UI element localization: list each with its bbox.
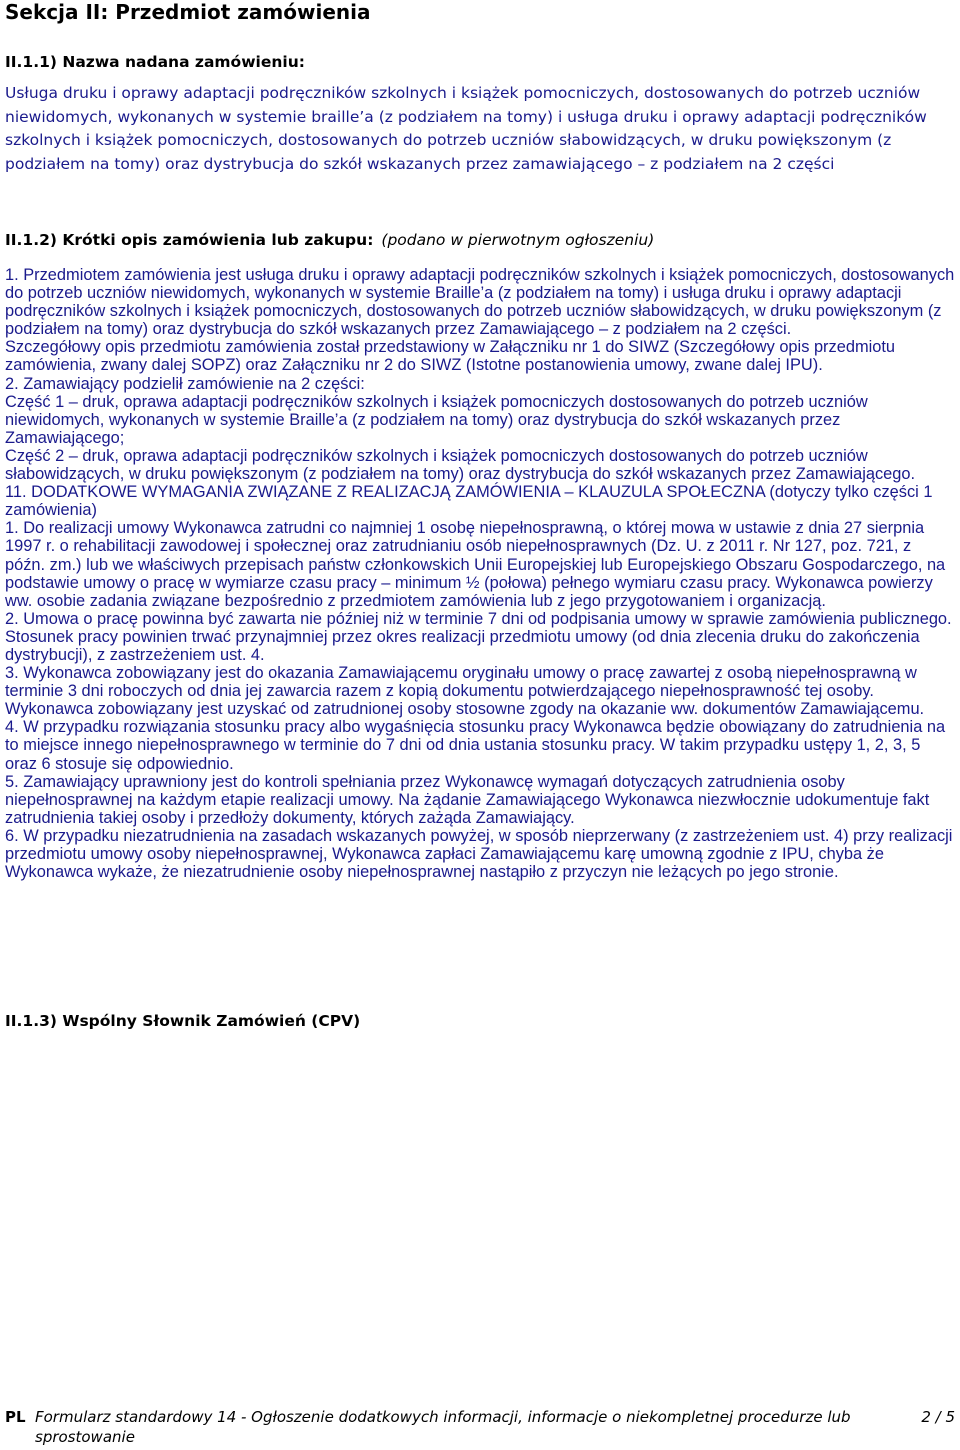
description-paragraph-7: 1. Do realizacji umowy Wykonawca zatrudni co najmniej 1 osobę niepełnosprawną, o której mowa w ustawie z dnia 27 sierpnia 1997 r. o rehabilitacji zawodowej i społecznej oraz zatrudnianiu osób niepełnosprawnych (Dz. U. z 2011 r. Nr 127, poz. 721, z późn. zm.) lub we właściwych przepisach państw członkowskich Unii Europejskiej lub Europejskiego Obszaru Gospodarczego, na podstawie umowy o pracę w wymiarze czasu pracy – minimum ½ (połowa) pełnego wymiaru czasu pracy. Wykonawca powierzy ww. osobie zadania związane bezpośrednio z przedmiotem zamówienia lub z jego przygotowaniem i organizacją.: [5, 519, 946, 610]
description-paragraph-3: 2. Zamawiający podzielił zamówienie na 2 części:: [5, 374, 365, 393]
contract-name-heading: II.1.1) Nazwa nadana zamówieniu:: [5, 53, 305, 71]
footer-form-title: Formularz standardowy 14 - Ogłoszenie dodatkowych informacji, informacje o niekompletnej procedurze lub sprostowanie: [35, 1408, 851, 1446]
description-paragraph-6: 11. DODATKOWE WYMAGANIA ZWIĄZANE Z REALIZACJĄ ZAMÓWIENIA – KLAUZULA SPOŁECZNA (dotyczy tylko części 1 zamówienia): [5, 483, 933, 520]
description-paragraph-2: Szczegółowy opis przedmiotu zamówienia został przedstawiony w Załączniku nr 1 do SIWZ (Szczegółowy opis przedmiotu zamówienia, zwany dalej SOPZ) oraz Załączniku nr 2 do SIWZ (Istotne postanowienia umowy, zwane dalej IPU).: [5, 338, 896, 375]
section-title: Sekcja II: Przedmiot zamówienia: [5, 0, 371, 24]
description-paragraph-4: Część 1 – druk, oprawa adaptacji podręczników szkolnych i książek pomocniczych dostosowanych do potrzeb uczniów niewidomych, wykonanych w systemie Braille’a (z podziałem na tomy) oraz dystrybucja do szkół wskazanych przez Zamawiającego;: [5, 392, 868, 447]
description-paragraph-8: 2. Umowa o pracę powinna być zawarta nie później niż w terminie 7 dni od podpisania umowy w sprawie zamówienia publicznego. Stosunek pracy powinien trwać przynajmniej przez okres realizacji przedmiotu umowy (od dnia zlecenia druku do zakończenia dystrybucji), z zastrzeżeniem ust. 4.: [5, 609, 952, 664]
description-paragraph-11: 5. Zamawiający uprawniony jest do kontroli spełniania przez Wykonawcę wymagań dotyczących zatrudnienia osoby niepełnosprawnej na każdym etapie realizacji umowy. Na żądanie Zamawiającego Wykonawca niezwłocznie udokumentuje fakt zatrudnienia takiej osoby i przedłoży dokumenty, których zażąda Zamawiający.: [5, 772, 930, 827]
short-description-text: [5, 266, 955, 881]
description-paragraph-10: 4. W przypadku rozwiązania stosunku pracy albo wygaśnięcia stosunku pracy Wykonawca będzie obowiązany do zatrudnienia na to miejsce innego niepełnosprawnego w terminie do 7 dni od dnia ustania stosunku pracy. W takim przypadku ustępy 1, 2, 3, 5 oraz 6 stosuje się odpowiednio.: [5, 718, 946, 773]
short-description-note: (podano w pierwotnym ogłoszeniu): [381, 231, 655, 249]
cpv-heading: II.1.3) Wspólny Słownik Zamówień (CPV): [5, 1012, 361, 1030]
contract-name-text: Usługa druku i oprawy adaptacji podręczników szkolnych i książek pomocniczych, dostosowanych do potrzeb uczniów niewidomych, wykonanych w systemie braille’a (z podziałem na tomy) i usługa druku i oprawy adaptacji podręczników szkolnych i książek pomocniczych, dostosowanych do potrzeb uczniów słabowidzących, w druku powiększonym (z podziałem na tomy) oraz dystrybucja do szkół wskazanych przez zamawiającego – z podziałem na 2 części: [5, 84, 927, 173]
description-paragraph-5: Część 2 – druk, oprawa adaptacji podręczników szkolnych i książek pomocniczych dostosowanych do potrzeb uczniów słabowidzących, w druku powiększonym (z podziałem na tomy) oraz dystrybucja do szkół wskazanych przez Zamawiającego.: [5, 446, 916, 484]
short-description-heading: [5, 229, 654, 251]
footer-language: PL: [5, 1408, 26, 1426]
description-paragraph-1: 1. Przedmiotem zamówienia jest usługa druku i oprawy adaptacji podręczników szkolnych i książek pomocniczych, dostosowanych do potrzeb uczniów niewidomych, wykonanych w systemie Braille’a (z podziałem na tomy) i usługa druku i oprawy adaptacji podręczników szkolnych i książek pomocniczych, dostosowanych do potrzeb uczniów słabowidzących, w druku powiększonym (z podziałem na tomy) oraz dystrybucja do szkół wskazanych przez Zamawiającego – z podziałem na 2 części.: [5, 266, 955, 339]
description-paragraph-9: 3. Wykonawca zobowiązany jest do okazania Zamawiającemu oryginału umowy o pracę zawartej z osobą niepełnosprawną w terminie 3 dni roboczych od dnia jej zawarcia razem z kopią dokumentu potwierdzającego niepełnosprawność tej osoby. Wykonawca zobowiązany jest uzyskać od zatrudnionej osoby stosowne zgody na okazanie ww. dokumentów Zamawiającemu.: [5, 664, 925, 719]
description-paragraph-12: 6. W przypadku niezatrudnienia na zasadach wskazanych powyżej, w sposób nieprzerwany (z zastrzeżeniem ust. 4) przy realizacji przedmiotu umowy osoby niepełnosprawnej, Wykonawca zapłaci Zamawiającemu karę umowną zgodnie z IPU, chyba że Wykonawca wykaże, że niezatrudnienie osoby niepełnosprawnej nastąpiło z przyczyn nie leżących po jego stronie.: [5, 826, 953, 882]
short-description-heading-label: II.1.2) Krótki opis zamówienia lub zakupu:: [5, 231, 374, 249]
footer-page-number: 2 / 5: [921, 1408, 955, 1426]
